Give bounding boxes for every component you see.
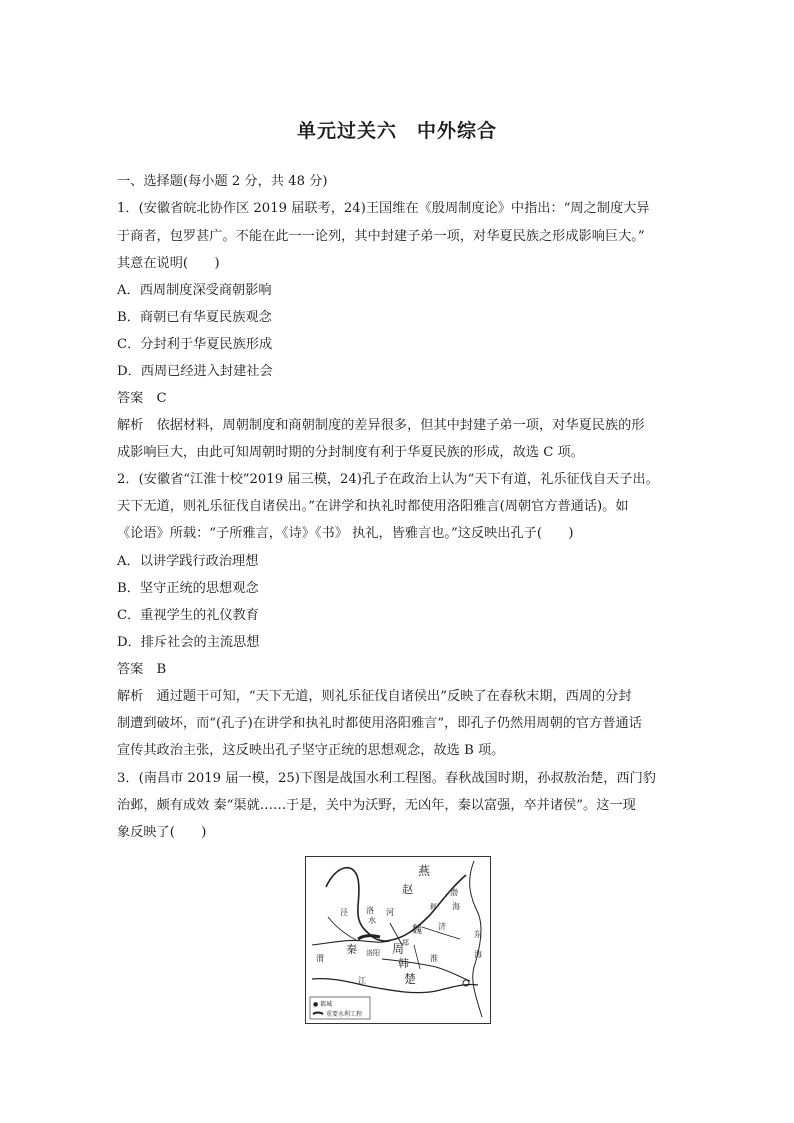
- q2-stem-line: 《论语》所载：“子所雅言，《诗》《书》 执礼，皆雅言也。”这反映出孔子( ): [117, 526, 574, 541]
- q2-analysis-line: 宣传其政治主张，这反映出孔子坚守正统的思想观念，故选 B 项。: [117, 743, 505, 758]
- map-legend-canal: 重要水利工程: [326, 1011, 363, 1018]
- q2-stem-line: 2．(安徽省“江淮十校”2019 届三模，24)孔子在政治上认为“天下有道，礼乐征伐自天子出。: [117, 472, 659, 487]
- map-label-zhao: 赵: [402, 883, 413, 896]
- page-title: 单元过关六 中外综合: [296, 120, 497, 142]
- q1-analysis-line: 解析 依据材料，周朝制度和商朝制度的差异很多，但其中封建子弟一项，对华夏民族的形: [117, 418, 645, 433]
- q2-analysis-line: 制遭到破坏，而“(孔子)在讲学和执礼时都使用洛阳雅言”，即孔子仍然用周朝的官方普通话: [117, 716, 642, 731]
- river-branch: [414, 945, 420, 969]
- q1-stem-line: 于商者，包罗甚广。不能在此一一论列，其中封建子弟一项，对华夏民族之形成影响巨大。”: [117, 229, 645, 244]
- q2-option-b: B．坚守正统的思想观念: [117, 581, 259, 596]
- q2-option-c: C．重视学生的礼仪教育: [117, 608, 259, 623]
- map-label-ye: 邺: [430, 903, 437, 911]
- map-label-luoyang: 洛阳: [366, 949, 380, 957]
- q2-answer: 答案 B: [117, 662, 167, 677]
- q2-option-d: D．排斥社会的主流思想: [117, 635, 260, 650]
- map-label-shui: 水: [368, 916, 376, 925]
- q1-analysis-line: 成影响巨大，由此可知周朝时期的分封制度有利于华夏民族的形成，故选 C 项。: [117, 445, 584, 460]
- huai-river: [382, 959, 470, 981]
- coast-line: [470, 861, 482, 1017]
- map-label-wei-state: 魏: [412, 925, 422, 936]
- q3-stem-line: 治邺，颇有成效 秦“渠就……于是，关中为沃野，无凶年，秦以富强，卒并诸侯”。这一现: [117, 798, 636, 813]
- map-label-han: 韩: [398, 957, 409, 970]
- map-label-jiang: 江: [358, 976, 366, 985]
- map-label-ji: 济: [438, 922, 446, 931]
- q3-stem-line: 3．(南昌市 2019 届一模，25)下图是战国水利工程图。春秋战国时期，孙叔敖治楚，西门豹: [117, 771, 656, 786]
- map-label-he: 河: [386, 908, 394, 917]
- section-heading: 一、选择题(每小题 2 分，共 48 分): [117, 174, 328, 189]
- map-label-qin: 秦: [346, 943, 357, 956]
- q1-option-a: A．西周制度深受商朝影响: [117, 283, 272, 298]
- map-label-yan: 燕: [418, 864, 431, 878]
- map-label-hai: 海: [474, 950, 482, 959]
- q2-option-a: A．以讲学践行政治理想: [117, 554, 259, 569]
- q1-option-b: B．商朝已有华夏民族观念: [117, 310, 272, 325]
- map-legend-capital: ● 都城: [313, 1001, 333, 1008]
- map-drawing: [306, 857, 490, 1023]
- map-label-zhou: 周: [392, 942, 405, 956]
- warring-states-water-map: [305, 856, 491, 1024]
- map-label-wei: 渭: [316, 954, 324, 963]
- q1-answer: 答案 C: [117, 391, 167, 406]
- q1-stem-line: 其意在说明( ): [117, 256, 220, 271]
- yangtze-river: [312, 979, 478, 993]
- q1-option-c: C．分封利于华夏民族形成: [117, 337, 273, 352]
- q2-stem-line: 天下无道，则礼乐征伐自诸侯出。”在讲学和执礼时都使用洛阳雅言(周朝官方普通话)。如: [117, 499, 629, 514]
- q1-option-d: D．西周已经进入封建社会: [117, 364, 273, 379]
- map-label-chu: 楚: [404, 972, 417, 986]
- map-label-jing: 泾: [340, 908, 348, 917]
- map-label-bohai-2: 海: [452, 902, 460, 911]
- map-label-bohai: 渤: [450, 888, 458, 897]
- q3-stem-line: 象反映了( ): [117, 825, 207, 840]
- map-label-huai: 淮: [430, 954, 438, 963]
- map-label-dong: 东: [474, 930, 482, 939]
- q1-stem-line: 1．(安徽省皖北协作区 2019 届联考，24)王国维在《殷周制度论》中指出：“周之制度大异: [117, 201, 650, 216]
- map-label-luo: 洛: [366, 906, 374, 915]
- map-label-zheng: 郑: [402, 939, 409, 947]
- q2-analysis-line: 解析 通过题干可知，“天下无道，则礼乐征伐自诸侯出”反映了在春秋末期，西周的分封: [117, 689, 632, 704]
- jing-river: [328, 917, 358, 941]
